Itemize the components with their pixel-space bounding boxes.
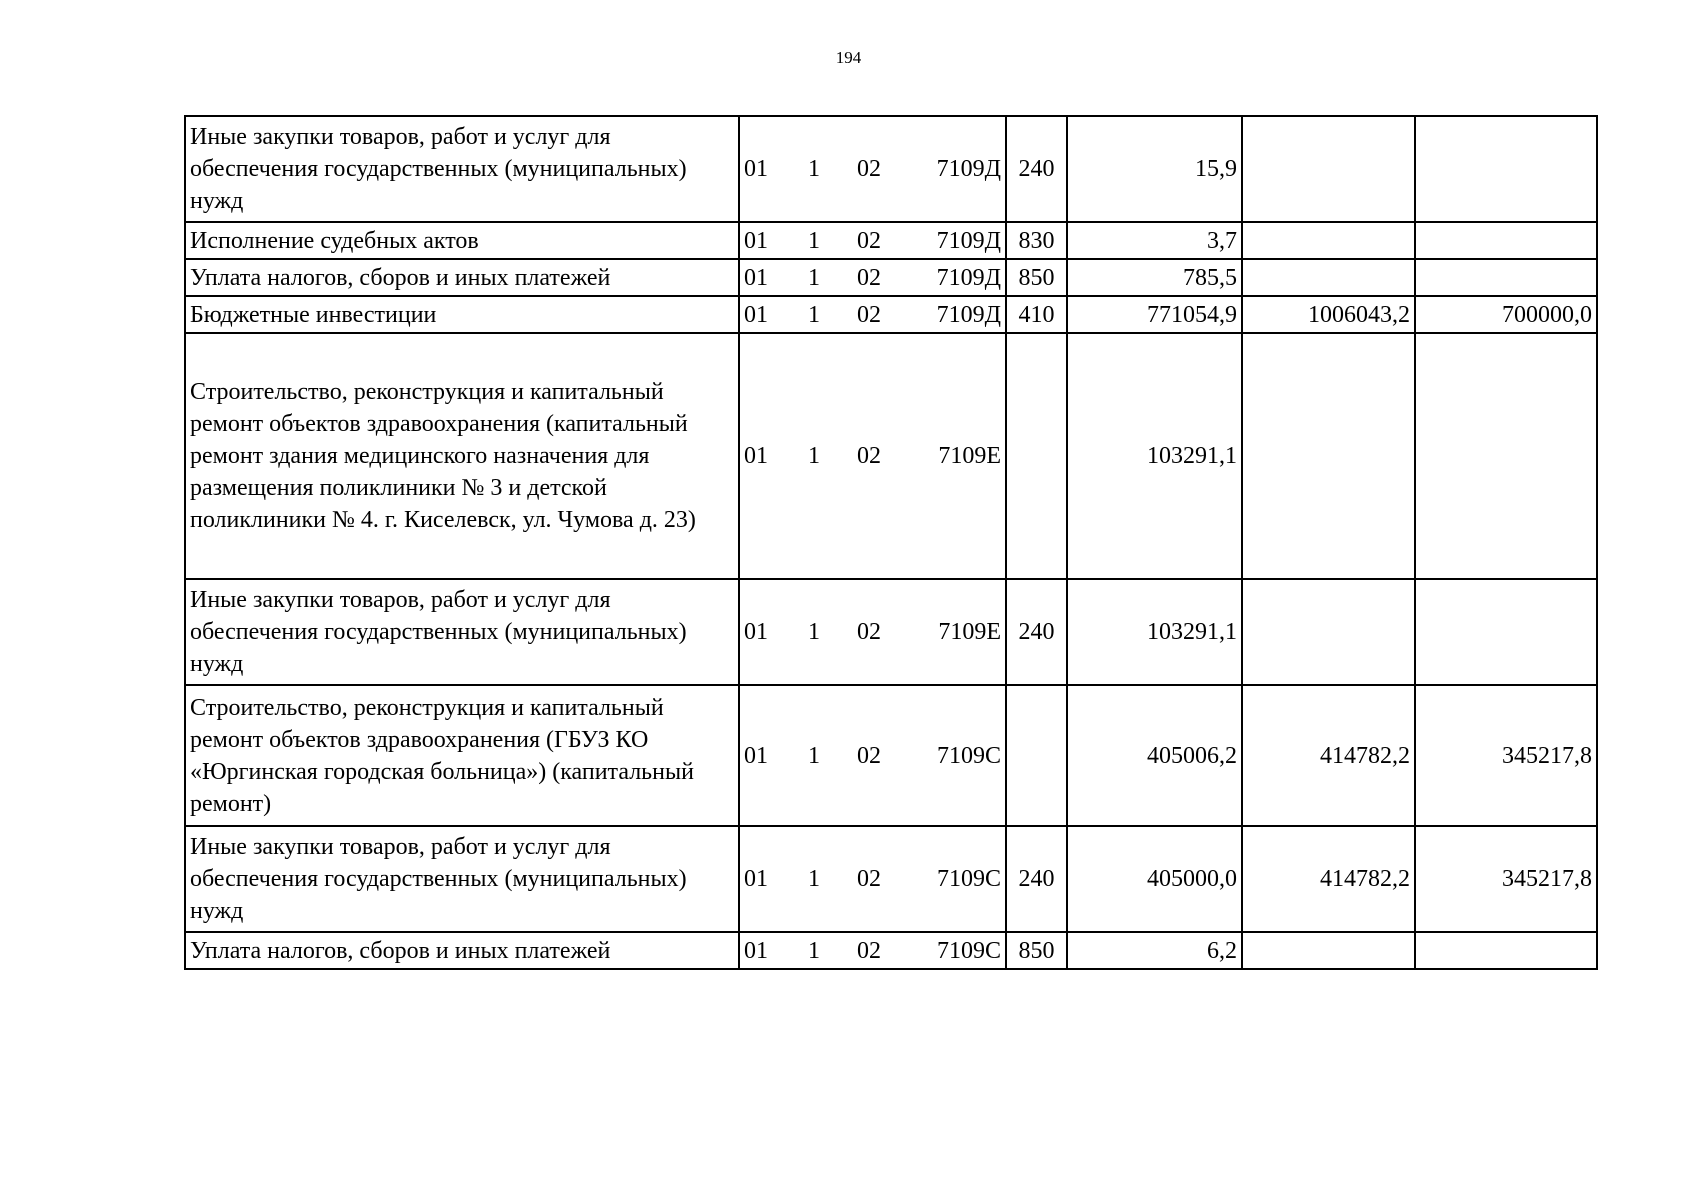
amount-1: 103291,1 (1067, 333, 1242, 579)
code-direction: 7109Д (936, 264, 1001, 291)
code-program: 1 (808, 301, 820, 328)
amount-2: 414782,2 (1242, 685, 1415, 826)
code-subprogram: 02 (857, 443, 881, 469)
row-codes (739, 579, 1006, 685)
amount-2 (1242, 222, 1415, 259)
table-row (185, 116, 1597, 222)
table-row (185, 932, 1597, 969)
code-section: 01 (744, 156, 768, 182)
code-section: 01 (744, 619, 768, 645)
row-codes (739, 296, 1006, 333)
expense-type: 850 (1006, 932, 1067, 969)
amount-2 (1242, 579, 1415, 685)
amount-1: 405006,2 (1067, 685, 1242, 826)
code-program: 1 (808, 866, 820, 892)
code-program: 1 (808, 742, 820, 769)
code-program: 1 (808, 156, 820, 182)
amount-2 (1242, 116, 1415, 222)
amount-3: 700000,0 (1415, 296, 1597, 333)
expense-type: 830 (1006, 222, 1067, 259)
row-name: Исполнение судебных актов (185, 222, 739, 259)
code-direction: 7109Д (936, 227, 1001, 254)
code-subprogram: 02 (857, 866, 881, 892)
amount-1: 405000,0 (1067, 826, 1242, 932)
table-row (185, 296, 1597, 333)
code-program: 1 (808, 264, 820, 291)
expense-type: 240 (1006, 826, 1067, 932)
code-subprogram: 02 (857, 227, 881, 254)
row-codes (739, 116, 1006, 222)
amount-1: 6,2 (1067, 932, 1242, 969)
row-name: Уплата налогов, сборов и иных платежей (185, 932, 739, 969)
amount-2 (1242, 259, 1415, 296)
amount-2: 414782,2 (1242, 826, 1415, 932)
amount-1: 103291,1 (1067, 579, 1242, 685)
expense-type (1006, 685, 1067, 826)
row-name: Строительство, реконструкция и капитальный ремонт объектов здравоохранения (ГБУЗ КО «Юргинская городская больница») (капитальный ремонт) (185, 685, 739, 826)
row-codes (739, 333, 1006, 579)
code-direction: 7109Д (936, 156, 1001, 182)
amount-3: 345217,8 (1415, 685, 1597, 826)
code-direction: 7109Е (938, 619, 1001, 645)
amount-1: 785,5 (1067, 259, 1242, 296)
code-section: 01 (744, 264, 768, 291)
row-name: Строительство, реконструкция и капитальный ремонт объектов здравоохранения (капитальный ремонт здания медицинского назначения для размещения поликлиники № 3 и детской поликлиники № 4. г. Киселевск, ул. Чумова д. 23) (185, 333, 739, 579)
row-name: Иные закупки товаров, работ и услуг для обеспечения государственных (муниципальных) нужд (185, 826, 739, 932)
amount-3: 345217,8 (1415, 826, 1597, 932)
amount-1: 3,7 (1067, 222, 1242, 259)
code-direction: 7109Д (936, 301, 1001, 328)
code-direction: 7109Е (938, 443, 1001, 469)
expense-type: 410 (1006, 296, 1067, 333)
code-direction: 7109С (936, 866, 1001, 892)
amount-2: 1006043,2 (1242, 296, 1415, 333)
row-codes (739, 826, 1006, 932)
table-row (185, 826, 1597, 932)
code-section: 01 (744, 443, 768, 469)
table-row (185, 222, 1597, 259)
code-subprogram: 02 (857, 156, 881, 182)
table-row (185, 333, 1597, 579)
budget-table (184, 115, 1598, 970)
expense-type: 240 (1006, 116, 1067, 222)
amount-1: 771054,9 (1067, 296, 1242, 333)
table-row (185, 579, 1597, 685)
table-row (185, 259, 1597, 296)
code-subprogram: 02 (857, 619, 881, 645)
code-program: 1 (808, 443, 820, 469)
row-codes (739, 222, 1006, 259)
code-subprogram: 02 (857, 937, 881, 964)
code-direction: 7109С (936, 937, 1001, 964)
row-codes (739, 259, 1006, 296)
code-program: 1 (808, 227, 820, 254)
amount-3 (1415, 222, 1597, 259)
code-subprogram: 02 (857, 742, 881, 769)
code-program: 1 (808, 619, 820, 645)
code-section: 01 (744, 866, 768, 892)
code-section: 01 (744, 937, 768, 964)
row-name: Бюджетные инвестиции (185, 296, 739, 333)
amount-3 (1415, 333, 1597, 579)
code-direction: 7109С (936, 742, 1001, 769)
code-section: 01 (744, 227, 768, 254)
code-subprogram: 02 (857, 301, 881, 328)
expense-type: 240 (1006, 579, 1067, 685)
code-program: 1 (808, 937, 820, 964)
table-row (185, 685, 1597, 826)
expense-type (1006, 333, 1067, 579)
amount-2 (1242, 333, 1415, 579)
amount-3 (1415, 579, 1597, 685)
expense-type: 850 (1006, 259, 1067, 296)
budget-table-body (185, 116, 1597, 969)
code-section: 01 (744, 742, 768, 769)
code-section: 01 (744, 301, 768, 328)
row-name: Иные закупки товаров, работ и услуг для обеспечения государственных (муниципальных) нужд (185, 579, 739, 685)
amount-3 (1415, 932, 1597, 969)
row-codes (739, 932, 1006, 969)
row-codes (739, 685, 1006, 826)
page-number: 194 (835, 48, 862, 67)
row-name: Уплата налогов, сборов и иных платежей (185, 259, 739, 296)
code-subprogram: 02 (857, 264, 881, 291)
amount-1: 15,9 (1067, 116, 1242, 222)
amount-2 (1242, 932, 1415, 969)
amount-3 (1415, 259, 1597, 296)
row-name: Иные закупки товаров, работ и услуг для обеспечения государственных (муниципальных) нужд (185, 116, 739, 222)
amount-3 (1415, 116, 1597, 222)
